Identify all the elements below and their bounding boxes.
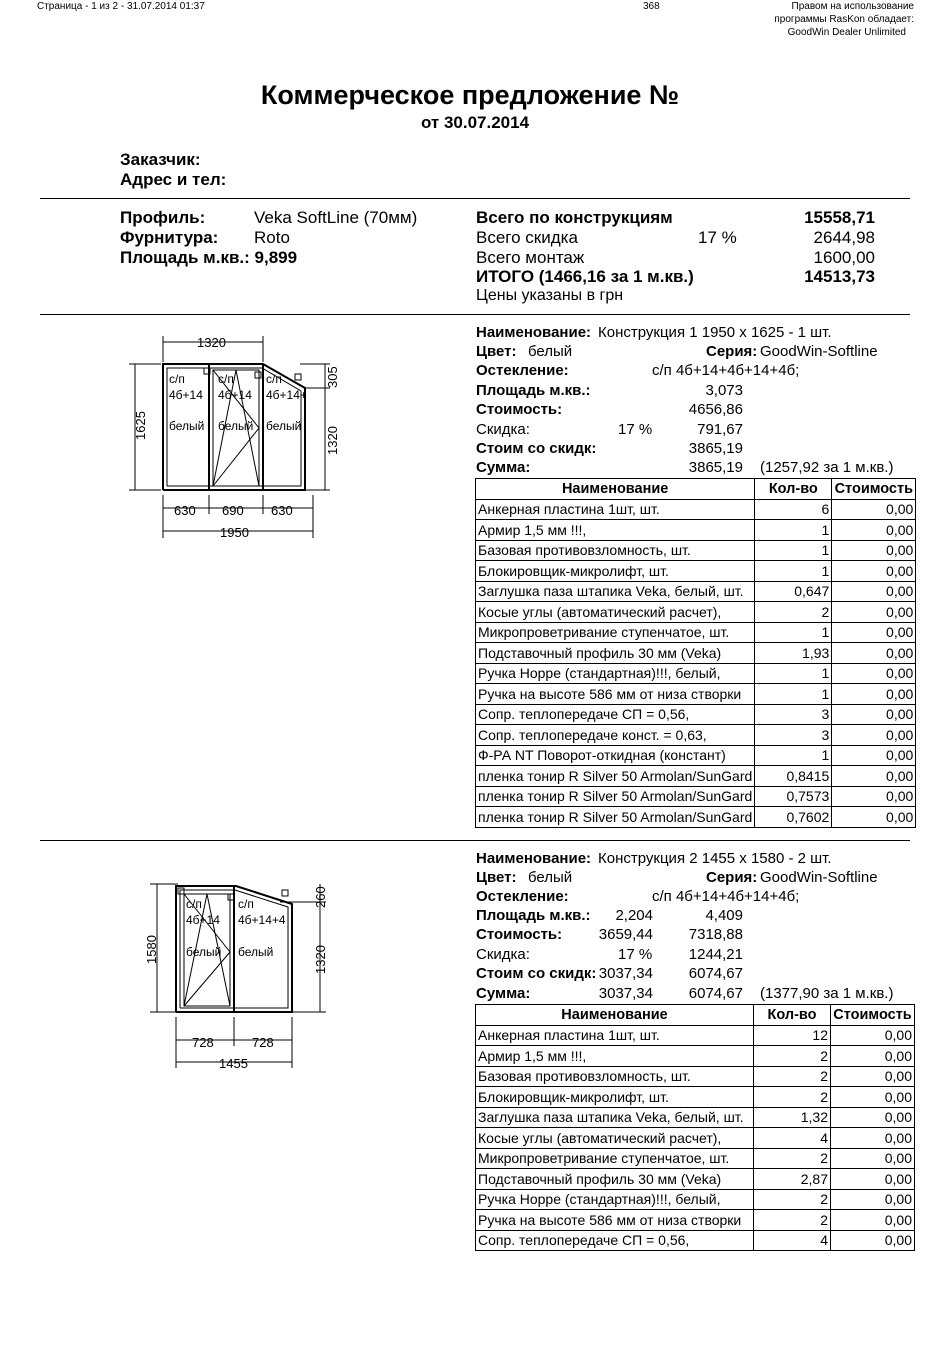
construction-1-drawing bbox=[125, 330, 355, 545]
dim-height-right: 1320 bbox=[313, 945, 328, 974]
itogo-value: 14513,73 bbox=[804, 267, 875, 286]
c2-discount-value: 1244,21 bbox=[688, 946, 743, 963]
c1-sum-value: 3865,19 bbox=[688, 459, 743, 476]
c1-discount-pct: 17 % bbox=[618, 421, 653, 438]
item-name: Сопр. теплопередаче СП = 0,56, bbox=[476, 1230, 754, 1251]
itogo-label: ИТОГО (1466,16 за 1 м.кв.) bbox=[476, 267, 694, 286]
table-row bbox=[476, 540, 916, 561]
item-name: Блокировщик-микролифт, шт. bbox=[476, 1087, 754, 1108]
c2-cost-label: Стоимость: bbox=[476, 926, 563, 943]
item-name: Армир 1,5 мм !!!, bbox=[476, 520, 755, 541]
dim-width-3: 630 bbox=[271, 503, 293, 518]
profile-label: Профиль: bbox=[120, 208, 206, 227]
item-cost: 0,00 bbox=[832, 725, 916, 746]
item-qty: 4 bbox=[754, 1128, 831, 1149]
item-cost: 0,00 bbox=[831, 1025, 915, 1046]
glass-formula: 4б+14 bbox=[218, 388, 252, 402]
currency-note: Цены указаны в грн bbox=[476, 287, 624, 304]
item-name: Базовая противовзломность, шт. bbox=[476, 540, 755, 561]
item-name: Ручка Hoppe (стандартная)!!!, белый, bbox=[476, 663, 755, 684]
c2-cost-disc-value: 3037,34 bbox=[598, 965, 653, 982]
item-qty: 2 bbox=[755, 602, 832, 623]
dim-width-1: 630 bbox=[174, 503, 196, 518]
c1-series-value: GoodWin-Softline bbox=[760, 343, 878, 360]
table-row bbox=[476, 725, 916, 746]
item-cost: 0,00 bbox=[832, 499, 916, 520]
item-name: Косые углы (автоматический расчет), bbox=[476, 602, 755, 623]
table-row bbox=[476, 704, 916, 725]
item-cost: 0,00 bbox=[832, 643, 916, 664]
item-qty: 2 bbox=[754, 1066, 831, 1087]
c2-cost-total: 7318,88 bbox=[688, 926, 743, 943]
c2-cost-disc-total: 6074,67 bbox=[688, 965, 743, 982]
item-name: Сопр. теплопередаче конст. = 0,63, bbox=[476, 725, 755, 746]
c1-sum-label: Сумма: bbox=[476, 459, 531, 476]
table-row bbox=[476, 602, 916, 623]
table-row bbox=[476, 1107, 915, 1128]
table-row bbox=[476, 520, 916, 541]
c2-sum-value: 3037,34 bbox=[598, 985, 653, 1002]
item-cost: 0,00 bbox=[831, 1087, 915, 1108]
c2-per-m2: (1377,90 за 1 м.кв.) bbox=[760, 985, 894, 1002]
item-cost: 0,00 bbox=[832, 766, 916, 787]
divider bbox=[40, 314, 910, 315]
item-qty: 1 bbox=[755, 520, 832, 541]
glass-label: с/п bbox=[238, 897, 254, 911]
glass-formula: 4б+14+ bbox=[266, 388, 307, 402]
page-number: 368 bbox=[643, 1, 660, 12]
profile-value: Veka SoftLine (70мм) bbox=[254, 208, 418, 227]
table-row bbox=[476, 1046, 915, 1067]
fittings-value: Roto bbox=[254, 228, 290, 247]
item-cost: 0,00 bbox=[832, 745, 916, 766]
item-name: Анкерная пластина 1шт, шт. bbox=[476, 1025, 754, 1046]
item-qty: 2,87 bbox=[754, 1169, 831, 1190]
discount-value: 2644,98 bbox=[813, 228, 875, 247]
dim-height-total: 1580 bbox=[144, 935, 159, 964]
glass-label: с/п bbox=[169, 372, 185, 386]
table-row bbox=[476, 786, 916, 807]
total-value: 15558,71 bbox=[804, 208, 875, 227]
item-cost: 0,00 bbox=[831, 1046, 915, 1067]
glass-label: с/п bbox=[218, 372, 234, 386]
item-name: Ручка на высоте 586 мм от низа створки bbox=[476, 684, 755, 705]
item-qty: 2 bbox=[754, 1087, 831, 1108]
item-name: пленка тонир R Silver 50 Armolan/SunGard bbox=[476, 807, 755, 828]
item-name: Заглушка паза штапика Veka, белый, шт. bbox=[476, 581, 755, 602]
c1-series-label: Серия: bbox=[706, 343, 758, 360]
c2-cost-value: 3659,44 bbox=[598, 926, 653, 943]
item-name: Базовая противовзломность, шт. bbox=[476, 1066, 754, 1087]
item-name: пленка тонир R Silver 50 Armolan/SunGard bbox=[476, 786, 755, 807]
c2-name-value: Конструкция 2 1455 х 1580 - 2 шт. bbox=[598, 850, 832, 867]
col-header-cost: Стоимость bbox=[832, 479, 916, 500]
table-row bbox=[476, 1210, 915, 1231]
item-cost: 0,00 bbox=[832, 786, 916, 807]
c2-discount-pct: 17 % bbox=[618, 946, 653, 963]
table-row bbox=[476, 1230, 915, 1251]
item-qty: 1 bbox=[755, 745, 832, 766]
dim-height-total: 1625 bbox=[133, 411, 148, 440]
page-date: от 30.07.2014 bbox=[420, 113, 530, 132]
item-qty: 2 bbox=[754, 1210, 831, 1231]
table-row bbox=[476, 807, 916, 828]
item-cost: 0,00 bbox=[831, 1107, 915, 1128]
c1-color-label: Цвет: bbox=[476, 343, 517, 360]
item-name: Ручка на высоте 586 мм от низа створки bbox=[476, 1210, 754, 1231]
glass-label: с/п bbox=[186, 897, 202, 911]
c1-discount-value: 791,67 bbox=[697, 421, 743, 438]
item-qty: 1,32 bbox=[754, 1107, 831, 1128]
table-row bbox=[476, 1087, 915, 1108]
item-cost: 0,00 bbox=[831, 1148, 915, 1169]
item-name: Армир 1,5 мм !!!, bbox=[476, 1046, 754, 1067]
c1-color-value: белый bbox=[528, 343, 573, 360]
fittings-label: Фурнитура: bbox=[120, 228, 219, 247]
divider bbox=[40, 198, 910, 199]
item-qty: 0,8415 bbox=[755, 766, 832, 787]
c2-area-value: 2,204 bbox=[615, 907, 653, 924]
c1-cost-label: Стоимость: bbox=[476, 401, 563, 418]
item-cost: 0,00 bbox=[832, 602, 916, 623]
item-cost: 0,00 bbox=[832, 807, 916, 828]
c2-cost-disc-label: Стоим со скидк: bbox=[476, 965, 597, 982]
discount-pct: 17 % bbox=[698, 228, 737, 247]
col-header-qty: Кол-во bbox=[755, 479, 832, 500]
item-name: Ф-РА NT Поворот-откидная (констант) bbox=[476, 745, 755, 766]
page-title: Коммерческое предложение № bbox=[260, 80, 680, 110]
c2-name-label: Наименование: bbox=[476, 850, 592, 867]
item-qty: 1 bbox=[755, 663, 832, 684]
install-value: 1600,00 bbox=[813, 248, 875, 267]
item-name: Блокировщик-микролифт, шт. bbox=[476, 561, 755, 582]
item-qty: 1 bbox=[755, 561, 832, 582]
item-qty: 2 bbox=[754, 1148, 831, 1169]
c1-per-m2: (1257,92 за 1 м.кв.) bbox=[760, 459, 894, 476]
c1-area-label: Площадь м.кв.: bbox=[476, 382, 591, 399]
c1-glazing-value: с/п 4б+14+4б+14+4б; bbox=[652, 362, 800, 379]
total-area: Площадь м.кв.: 9,899 bbox=[120, 248, 298, 267]
table-row bbox=[476, 745, 916, 766]
c2-items-table bbox=[475, 1004, 915, 1251]
item-qty: 1,93 bbox=[755, 643, 832, 664]
item-name: Заглушка паза штапика Veka, белый, шт. bbox=[476, 1107, 754, 1128]
table-row bbox=[476, 1128, 915, 1149]
item-qty: 1 bbox=[755, 622, 832, 643]
item-name: пленка тонир R Silver 50 Armolan/SunGard bbox=[476, 766, 755, 787]
dim-height-right: 1320 bbox=[325, 426, 340, 455]
c2-series-label: Серия: bbox=[706, 869, 758, 886]
c2-glazing-label: Остекление: bbox=[476, 888, 569, 905]
table-row bbox=[476, 1066, 915, 1087]
item-cost: 0,00 bbox=[831, 1230, 915, 1251]
glass-label: с/п bbox=[266, 372, 282, 386]
table-row bbox=[476, 581, 916, 602]
item-qty: 1 bbox=[755, 684, 832, 705]
dim-width-top: 1320 bbox=[197, 335, 226, 350]
c2-area-total: 4,409 bbox=[705, 907, 743, 924]
c2-color-label: Цвет: bbox=[476, 869, 517, 886]
c1-area-value: 3,073 bbox=[705, 382, 743, 399]
dim-width-total: 1455 bbox=[219, 1056, 248, 1071]
item-cost: 0,00 bbox=[831, 1189, 915, 1210]
item-cost: 0,00 bbox=[832, 704, 916, 725]
item-cost: 0,00 bbox=[832, 663, 916, 684]
c2-glazing-value: с/п 4б+14+4б+14+4б; bbox=[652, 888, 800, 905]
item-name: Анкерная пластина 1шт, шт. bbox=[476, 499, 755, 520]
item-cost: 0,00 bbox=[832, 561, 916, 582]
table-row bbox=[476, 622, 916, 643]
item-name: Микропроветривание ступенчатое, шт. bbox=[476, 1148, 754, 1169]
dim-width-1: 728 bbox=[192, 1035, 214, 1050]
item-qty: 0,7573 bbox=[755, 786, 832, 807]
divider bbox=[40, 840, 910, 841]
item-qty: 6 bbox=[755, 499, 832, 520]
col-header-qty: Кол-во bbox=[754, 1005, 831, 1026]
item-qty: 12 bbox=[754, 1025, 831, 1046]
item-name: Ручка Hoppe (стандартная)!!!, белый, bbox=[476, 1189, 754, 1210]
table-row bbox=[476, 766, 916, 787]
item-qty: 4 bbox=[754, 1230, 831, 1251]
page-info: Страница - 1 из 2 - 31.07.2014 01:37 bbox=[37, 1, 205, 12]
color-label: белый bbox=[266, 419, 302, 433]
item-qty: 3 bbox=[755, 704, 832, 725]
item-cost: 0,00 bbox=[832, 581, 916, 602]
dim-width-2: 728 bbox=[252, 1035, 274, 1050]
item-cost: 0,00 bbox=[832, 520, 916, 541]
item-name: Сопр. теплопередаче СП = 0,56, bbox=[476, 704, 755, 725]
c2-discount-label: Скидка: bbox=[476, 946, 530, 963]
c2-area-label: Площадь м.кв.: bbox=[476, 907, 591, 924]
dim-width-2: 690 bbox=[222, 503, 244, 518]
c2-series-value: GoodWin-Softline bbox=[760, 869, 878, 886]
license-line-1: Правом на использование bbox=[791, 1, 914, 12]
table-row bbox=[476, 1189, 915, 1210]
item-cost: 0,00 bbox=[831, 1210, 915, 1231]
color-label: белый bbox=[238, 945, 274, 959]
item-cost: 0,00 bbox=[831, 1169, 915, 1190]
glass-formula: 4б+14+4 bbox=[238, 913, 286, 927]
dim-width-total: 1950 bbox=[220, 525, 249, 540]
col-header-cost: Стоимость bbox=[831, 1005, 915, 1026]
item-name: Косые углы (автоматический расчет), bbox=[476, 1128, 754, 1149]
c1-cost-disc-label: Стоим со скидк: bbox=[476, 440, 597, 457]
item-name: Подставочный профиль 30 мм (Veka) bbox=[476, 1169, 754, 1190]
c1-name-value: Конструкция 1 1950 х 1625 - 1 шт. bbox=[598, 324, 832, 341]
table-row bbox=[476, 684, 916, 705]
c1-name-label: Наименование: bbox=[476, 324, 592, 341]
item-qty: 0,7602 bbox=[755, 807, 832, 828]
color-label: белый bbox=[169, 419, 205, 433]
item-qty: 3 bbox=[755, 725, 832, 746]
item-cost: 0,00 bbox=[831, 1066, 915, 1087]
table-row bbox=[476, 499, 916, 520]
item-qty: 0,647 bbox=[755, 581, 832, 602]
item-cost: 0,00 bbox=[831, 1128, 915, 1149]
total-label: Всего по конструкциям bbox=[476, 208, 673, 227]
c2-color-value: белый bbox=[528, 869, 573, 886]
license-line-3: GoodWin Dealer Unlimited bbox=[787, 27, 906, 38]
item-qty: 2 bbox=[754, 1189, 831, 1210]
glass-formula: 4б+14 bbox=[186, 913, 220, 927]
c1-discount-label: Скидка: bbox=[476, 421, 530, 438]
color-label: белый bbox=[186, 945, 222, 959]
item-qty: 1 bbox=[755, 540, 832, 561]
table-row bbox=[476, 663, 916, 684]
c1-cost-disc-value: 3865,19 bbox=[688, 440, 743, 457]
item-cost: 0,00 bbox=[832, 622, 916, 643]
c2-sum-total: 6074,67 bbox=[688, 985, 743, 1002]
table-row bbox=[476, 1148, 915, 1169]
item-name: Подставочный профиль 30 мм (Veka) bbox=[476, 643, 755, 664]
discount-label: Всего скидка bbox=[476, 228, 578, 247]
construction-2-drawing bbox=[140, 872, 340, 1072]
table-row bbox=[476, 1169, 915, 1190]
table-row bbox=[476, 561, 916, 582]
item-qty: 2 bbox=[754, 1046, 831, 1067]
table-row bbox=[476, 643, 916, 664]
c1-items-table bbox=[475, 478, 916, 828]
col-header-name: Наименование bbox=[476, 479, 755, 500]
col-header-name: Наименование bbox=[476, 1005, 754, 1026]
glass-formula: 4б+14 bbox=[169, 388, 203, 402]
item-cost: 0,00 bbox=[832, 540, 916, 561]
dim-height-top-right: 260 bbox=[313, 886, 328, 908]
c1-cost-value: 4656,86 bbox=[688, 401, 743, 418]
c1-glazing-label: Остекление: bbox=[476, 362, 569, 379]
address-label: Адрес и тел: bbox=[120, 170, 227, 189]
item-cost: 0,00 bbox=[832, 684, 916, 705]
install-label: Всего монтаж bbox=[476, 248, 585, 267]
color-label: белый bbox=[218, 419, 254, 433]
item-name: Микропроветривание ступенчатое, шт. bbox=[476, 622, 755, 643]
table-row bbox=[476, 1025, 915, 1046]
customer-label: Заказчик: bbox=[120, 150, 201, 169]
c2-sum-label: Сумма: bbox=[476, 985, 531, 1002]
license-line-2: программы RasKon обладает: bbox=[774, 14, 914, 25]
dim-height-top-right: 305 bbox=[325, 366, 340, 388]
